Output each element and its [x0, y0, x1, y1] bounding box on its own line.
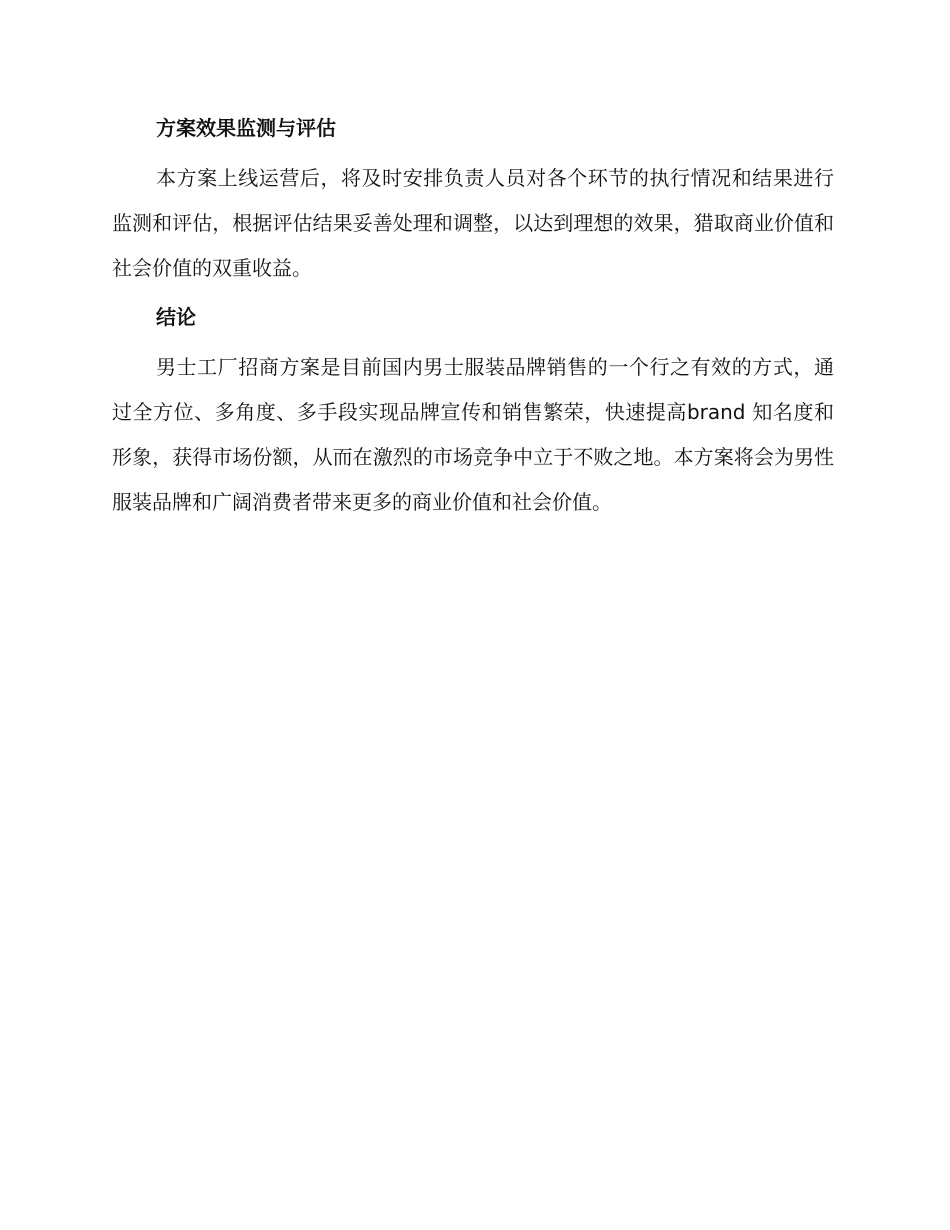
section-heading-conclusion: 结论 — [156, 305, 196, 329]
section-paragraph-monitoring: 本方案上线运营后，将及时安排负责人员对各个环节的执行情况和结果进行监测和评估，根据评估结果妥善处理和调整，以达到理想的效果，猎取商业价值和社会价值的双重收益。 — [112, 166, 834, 280]
section-paragraph-conclusion: 男士工厂招商方案是目前国内男士服装品牌销售的一个行之有效的方式，通过全方位、多角度、多手段实现品牌宣传和销售繁荣，快速提高brand 知名度和形象，获得市场份额，从而在激烈的市场竞争中立于不败之地。本方案将会为男性服装品牌和广阔消费者带来更多的商业价值和社会价值。 — [112, 355, 834, 514]
document-page — [112, 110, 834, 533]
section-heading-monitoring: 方案效果监测与评估 — [156, 116, 336, 140]
